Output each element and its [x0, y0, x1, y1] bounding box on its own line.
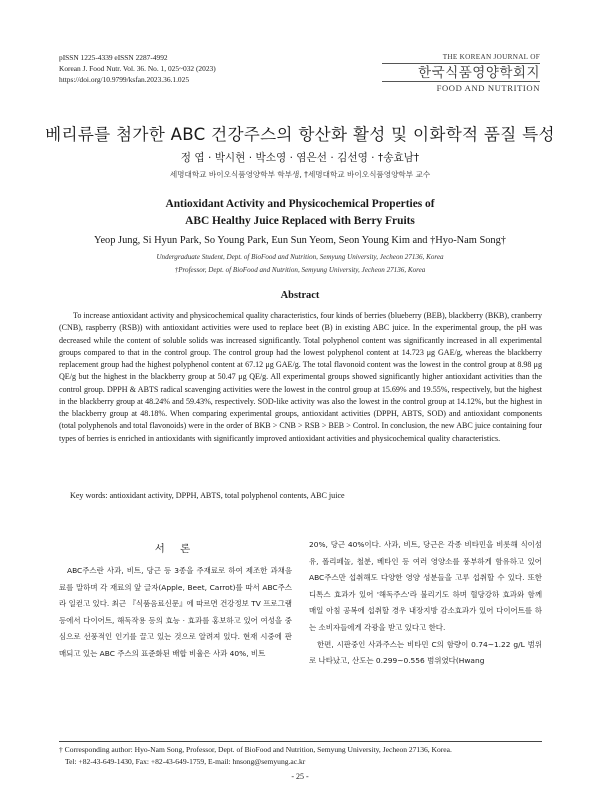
intro-left-column	[59, 563, 292, 663]
journal-name-en-bottom: FOOD AND NUTRITION	[382, 81, 540, 93]
doi-link[interactable]: https://doi.org/10.9799/ksfan.2023.36.1.025	[59, 75, 190, 84]
intro-heading: 서 론	[154, 543, 197, 555]
journal-masthead	[382, 53, 540, 93]
intro-right-paragraph-2: 한편, 시판중인 사과주스는 비타민 C의 함량이 0.74~1.22 g/L 범위로 나타났고, 산도는 0.299~0.556 범위였다(Hwang	[309, 639, 542, 666]
journal-name-kr: 한국식품영양학회지	[418, 65, 540, 80]
abstract-body: To increase antioxidant activity and physicochemical quality characteristics, four kinds of berries (blueberry (BEB), blackberry (BKB), cranberry (CNB), raspberry (RSB)) with antioxidant activities were used to replace beet (B) in existing ABC juice. In the experimental group, the pH was decreased while the content of soluble solids was increased significantly. Total polyphenol content was significantly increased in all experimental groups compared to that in the control group. The control group had the lowest polyphenol content at 14.723 μg GAE/g, whereas the blackberry replacement group had the highest polyphenol content at 67.12 μg GAE/g. The total flavonoid content was the lowest in the control group at 8.98 μg QE/g but the highest in the blackberry group at 50.47 μg QE/g. All experimental groups showed significantly higher antioxidant activities than the control group. DPPH & ABTS radical scavenging activities were the lowest in the control group at 15.69% and 19.55%, respectively, but the highest in the blackberry group at 48.24% and 59.43%, respectively. SOD-like activity was also the lowest in the control group at 14.12%, but the highest in the blackberry group at 48.18%. When comparing experimental groups, antioxidant activities (DPPH, ABTS, SOD) and antioxidant components (total polyphenols and total flavonoids) were in the order of BKB > CNB > RSB > BEB > Control. In conclusion, the new ABC juice containing four types of berries is enriched in antioxidants with significantly improved antioxidant activities and physicochemical quality characteristics.	[59, 311, 542, 443]
intro-right-paragraph-1: 20%, 당근 40%이다. 사과, 비트, 당근은 각종 비타민을 비롯해 식이섬유, 폴리페놀, 철분, 베타인 등 여러 영양소를 풍부하게 함유하고 있어 ABC주스만 섭취해도 다양한 영양 성분들을 고루 섭취할 수 있다. 또한 디톡스 효과가 있어 '해독주스'라 불리기도 하며 혈당강하 효과와 함께 매일 아침 공복에 섭취할 경우 내장지방 감소효과가 있어 다이어트를 하는 소비자들에게 각광을 받고 있다고 한다.	[309, 540, 542, 632]
intro-right-column	[309, 537, 542, 670]
english-affiliation-1: Undergraduate Student, Dept. of BioFood and Nutrition, Semyung University, Jecheon 27136, Korea	[156, 253, 444, 261]
english-title-line-1: Antioxidant Activity and Physicochemical Properties of	[165, 198, 435, 210]
footnote-contact: Tel: +82-43-649-1430, Fax: +82-43-649-1759, E-mail: hnsong@semyung.ac.kr	[65, 757, 306, 766]
footnote	[59, 744, 542, 768]
journal-name-en-top: THE KOREAN JOURNAL OF	[382, 53, 540, 64]
english-title	[0, 196, 600, 230]
english-affiliation-2: †Professor, Dept. of BioFood and Nutrition, Semyung University, Jecheon 27136, Korea	[174, 266, 426, 274]
english-authors: Yeop Jung, Si Hyun Park, So Young Park, Eun Sun Yeom, Seon Young Kim and †Hyo-Nam Song†	[93, 235, 507, 246]
english-title-line-2: ABC Healthy Juice Replaced with Berry Fruits	[185, 215, 415, 227]
intro-left-paragraph: ABC주스란 사과, 비트, 당근 등 3종을 주재료로 하여 제조한 과채음료를 말하며 각 재료의 앞 글자(Apple, Beet, Carrot)를 따서 ABC주스라 일컫고 있다. 최근 『식품음료신문』에 따르면 건강정보 TV 프로그램 등에서 다이어트, 해독작용 등의 효능 · 효과를 홍보하고 있어 여성을 중심으로 선풍적인 인기를 끌고 있는 것으로 알려져 있다. 현재 시중에 판매되고 있는 ABC 주스의 표준화된 배합 비율은 사과 40%, 비트	[59, 566, 292, 658]
korean-affiliation: 세명대학교 바이오식품영양학부 학부생, †세명대학교 바이오식품영양학부 교수	[169, 170, 431, 179]
abstract-heading: Abstract	[280, 290, 320, 301]
page-number: - 25 -	[291, 772, 309, 781]
keywords: Key words: antioxidant activity, DPPH, ABTS, total polyphenol contents, ABC juice	[70, 491, 345, 500]
korean-authors: 정 엽 · 박시현 · 박소영 · 염은선 · 김선영 · †송효남†	[180, 152, 420, 164]
korean-title: 베리류를 첨가한 ABC 건강주스의 항산화 활성 및 이화학적 품질 특성	[45, 125, 555, 144]
footnote-divider	[59, 741, 542, 742]
issn-line: pISSN 1225-4339 eISSN 2287-4992	[59, 53, 168, 62]
citation-block	[59, 52, 216, 85]
citation-line: Korean J. Food Nutr. Vol. 36. No. 1, 025~032 (2023)	[59, 64, 216, 73]
footnote-corresponding: † Corresponding author: Hyo-Nam Song, Professor, Dept. of BioFood and Nutrition, Semyung University, Jecheon 27136, Korea.	[59, 745, 452, 754]
